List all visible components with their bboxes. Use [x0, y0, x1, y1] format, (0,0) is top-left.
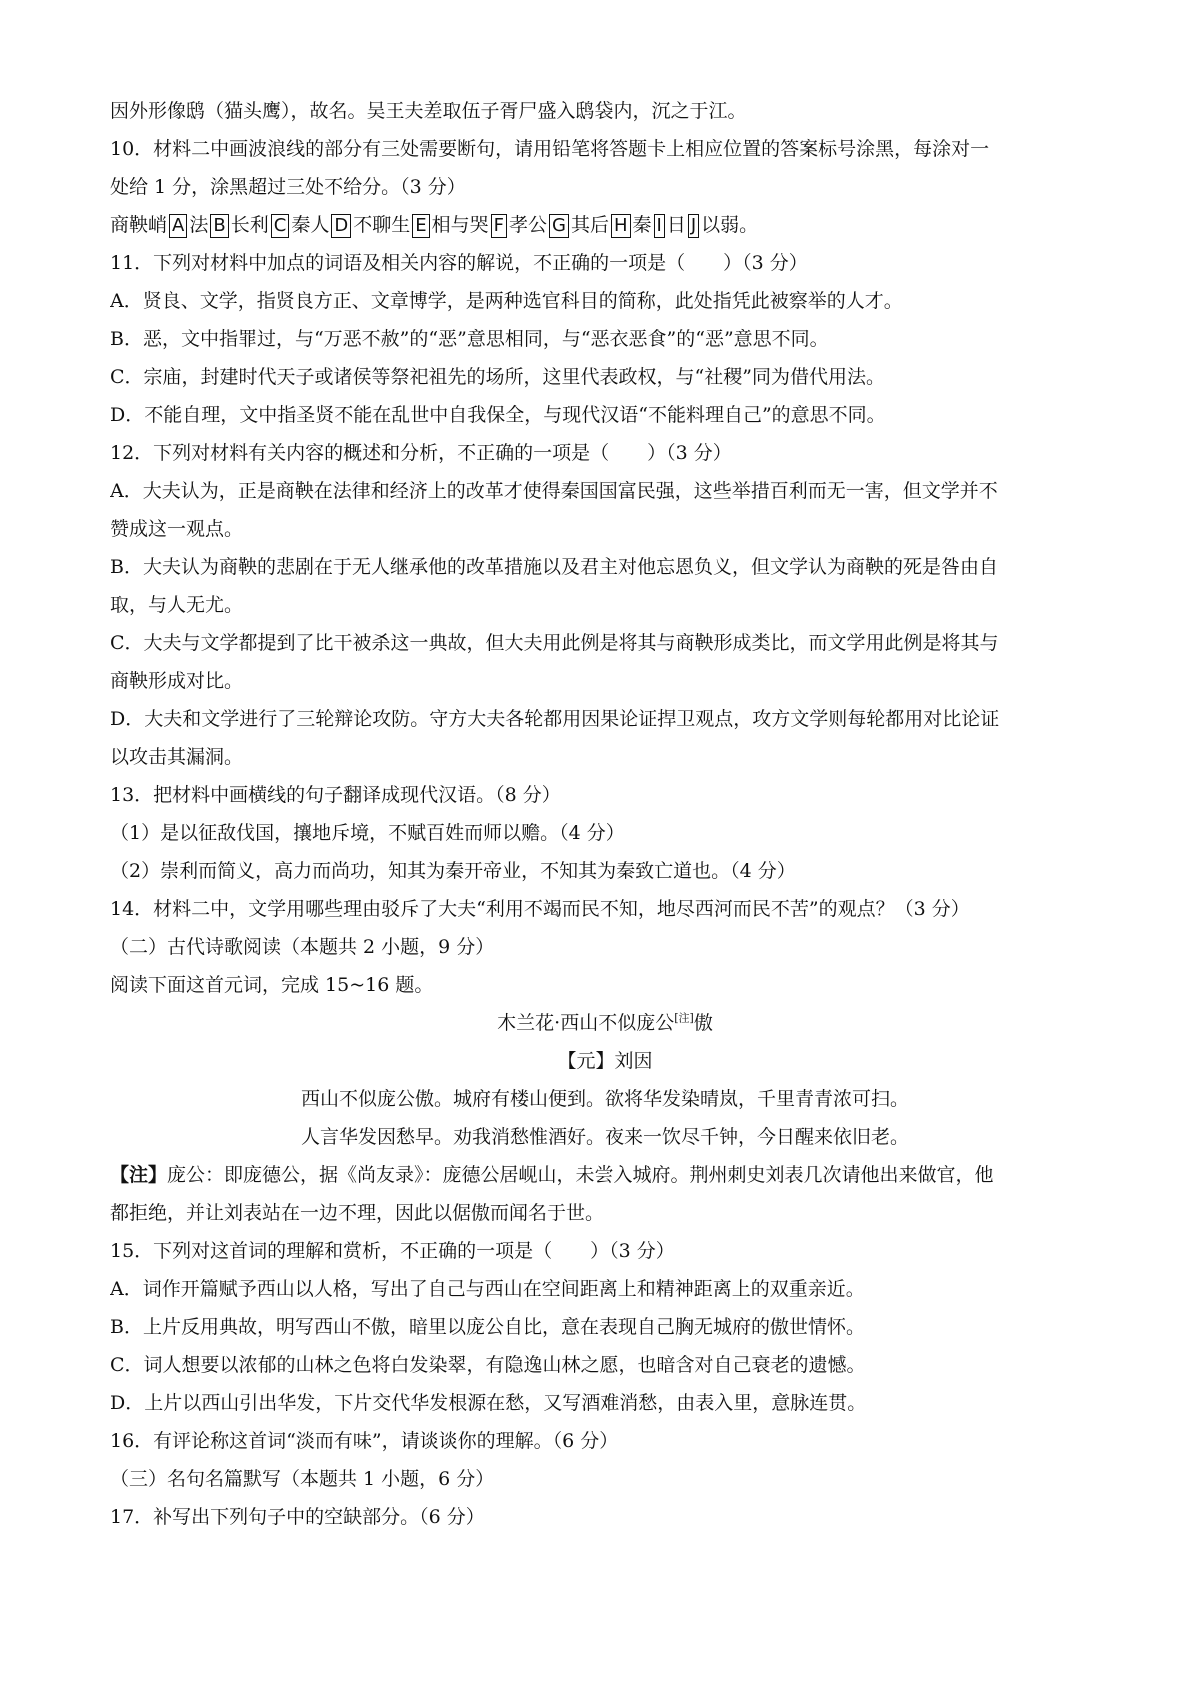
q10-tail: 以弱。: [701, 214, 759, 236]
q12-option-a-line2: 赞成这一观点。: [110, 518, 244, 540]
poem-title: [110, 1004, 1100, 1042]
q12-option-b-line2: 取，与人无尤。: [110, 594, 244, 616]
q11-option-a: A．贤良、文学，指贤良方正、文章博学，是两种选官科目的简称，此处指凭此被察举的人才。: [110, 290, 903, 312]
exam-page: [110, 92, 1100, 1536]
q11-option-b: B．恶，文中指罪过，与“万恶不赦”的“恶”意思相同，与“恶衣恶食”的“恶”意思不同。: [110, 328, 829, 350]
section-3-heading: （三）名句名篇默写（本题共 1 小题，6 分）: [110, 1468, 495, 1490]
q15-option-d: D．上片以西山引出华发，下片交代华发根源在愁，又写酒难消愁，由表入里，意脉连贯。: [110, 1392, 867, 1414]
poem-title-tail: 傲: [693, 1012, 713, 1034]
q10-mark-box[interactable]: C: [271, 214, 290, 238]
q10-seg: 秦: [632, 214, 652, 236]
q12-option-b-line1: B．大夫认为商鞅的悲剧在于无人继承他的改革措施以及君主对他忘恩负义，但文学认为商鞅的死是咎由自: [110, 556, 998, 578]
q15-option-c: C．词人想要以浓郁的山林之色将白发染翠，有隐逸山林之愿，也暗含对自己衰老的遗憾。: [110, 1354, 866, 1376]
q10-seg: 日: [666, 214, 686, 236]
q10-seg: 商鞅峭: [110, 214, 168, 236]
q11-option-c: C．宗庙，封建时代天子或诸侯等祭祀祖先的场所，这里代表政权，与“社稷”同为借代用法。: [110, 366, 885, 388]
q10-mark-box[interactable]: I: [654, 214, 665, 238]
q12-option-d-line2: 以攻击其漏洞。: [110, 746, 244, 768]
q10-seg: 法: [189, 214, 209, 236]
q15-stem: 15．下列对这首词的理解和赏析，不正确的一项是（ ）（3 分）: [110, 1240, 675, 1262]
poem-title-text: 木兰花·西山不似庞公: [497, 1012, 675, 1034]
poem-note-line2: 都拒绝，并让刘表站在一边不理，因此以倨傲而闻名于世。: [110, 1202, 605, 1224]
poem-line-2: 人言华发因愁早。劝我消愁惟酒好。夜来一饮尽千钟，今日醒来依旧老。: [300, 1126, 909, 1148]
q10-mark-box[interactable]: A: [169, 214, 187, 238]
poem-note-mark: [注]: [674, 1011, 694, 1025]
q13-sentence-2: （2）崇利而简义，高力而尚功，知其为秦开帝业，不知其为秦致亡道也。（4 分）: [110, 860, 796, 882]
q12-option-c-line1: C．大夫与文学都提到了比干被杀这一典故，但大夫用此例是将其与商鞅形成类比，而文学用此例是将其与: [110, 632, 999, 654]
q10-mark-box[interactable]: F: [491, 214, 507, 238]
q15-option-b: B．上片反用典故，明写西山不傲，暗里以庞公自比，意在表现自己胸无城府的傲世情怀。: [110, 1316, 865, 1338]
poem-author: 【元】刘因: [557, 1050, 653, 1072]
q10-mark-box[interactable]: B: [210, 214, 228, 238]
poem-line-1: 西山不似庞公傲。城府有楼山便到。欲将华发染晴岚，千里青青浓可扫。: [300, 1088, 909, 1110]
q13-sentence-1: （1）是以征敌伐国，攘地斥境，不赋百姓而师以赡。（4 分）: [110, 822, 625, 844]
q10-seg: 长利: [230, 214, 269, 236]
q14-stem: 14．材料二中，文学用哪些理由驳斥了大夫“利用不竭而民不知，地尽西河而民不苦”的观点？（3 分）: [110, 898, 970, 920]
q12-stem: 12．下列对材料有关内容的概述和分析，不正确的一项是（ ）（3 分）: [110, 442, 732, 464]
section-2-heading: （二）古代诗歌阅读（本题共 2 小题，9 分）: [110, 936, 495, 958]
section-2-intro: 阅读下面这首元词，完成 15~16 题。: [110, 974, 434, 996]
q10-mark-box[interactable]: J: [688, 214, 699, 238]
q10-stem-line2: 处给 1 分，涂黑超过三处不给分。（3 分）: [110, 176, 466, 198]
q11-stem: 11．下列对材料中加点的词语及相关内容的解说，不正确的一项是（ ）（3 分）: [110, 252, 808, 274]
q10-mark-box[interactable]: D: [331, 214, 351, 238]
q12-option-a-line1: A．大夫认为，正是商鞅在法律和经济上的改革才使得秦国国富民强，这些举措百利而无一害，但文学并不: [110, 480, 998, 502]
q10-seg: 孝公: [508, 214, 547, 236]
q16-stem: 16．有评论称这首词“淡而有味”，请谈谈你的理解。（6 分）: [110, 1430, 619, 1452]
note-text: 庞公：即庞德公，据《尚友录》：庞德公居岘山，未尝入城府。荆州刺史刘表几次请他出来做官，他: [167, 1164, 994, 1186]
q12-option-d-line1: D．大夫和文学进行了三轮辩论攻防。守方大夫各轮都用因果论证捍卫观点，攻方文学则每轮都用对比论证: [110, 708, 1000, 730]
q10-mark-box[interactable]: E: [412, 214, 429, 238]
q10-seg: 秦人: [291, 214, 330, 236]
poem-note-line1: [110, 1156, 1100, 1194]
q10-mark-box[interactable]: H: [611, 214, 631, 238]
intro-text: 因外形像鸱（猫头鹰），故名。吴王夫差取伍子胥尸盛入鸱袋内，沉之于江。: [110, 100, 747, 122]
q10-stem-line1: 10．材料二中画波浪线的部分有三处需要断句，请用铅笔将答题卡上相应位置的答案标号涂黑，每涂对一: [110, 138, 990, 160]
q12-option-c-line2: 商鞅形成对比。: [110, 670, 244, 692]
q13-stem: 13．把材料中画横线的句子翻译成现代汉语。（8 分）: [110, 784, 561, 806]
q10-seg: 其后: [570, 214, 609, 236]
q10-sentence: [110, 206, 1100, 244]
q15-option-a: A．词作开篇赋予西山以人格，写出了自己与西山在空间距离上和精神距离上的双重亲近。: [110, 1278, 865, 1300]
q10-seg: 不聊生: [353, 214, 411, 236]
q10-mark-box[interactable]: G: [549, 214, 569, 238]
q10-seg: 相与哭: [431, 214, 489, 236]
q11-option-d: D．不能自理，文中指圣贤不能在乱世中自我保全，与现代汉语“不能料理自己”的意思不同。: [110, 404, 886, 426]
note-label: 【注】: [110, 1164, 168, 1186]
q17-stem: 17．补写出下列句子中的空缺部分。（6 分）: [110, 1506, 485, 1528]
